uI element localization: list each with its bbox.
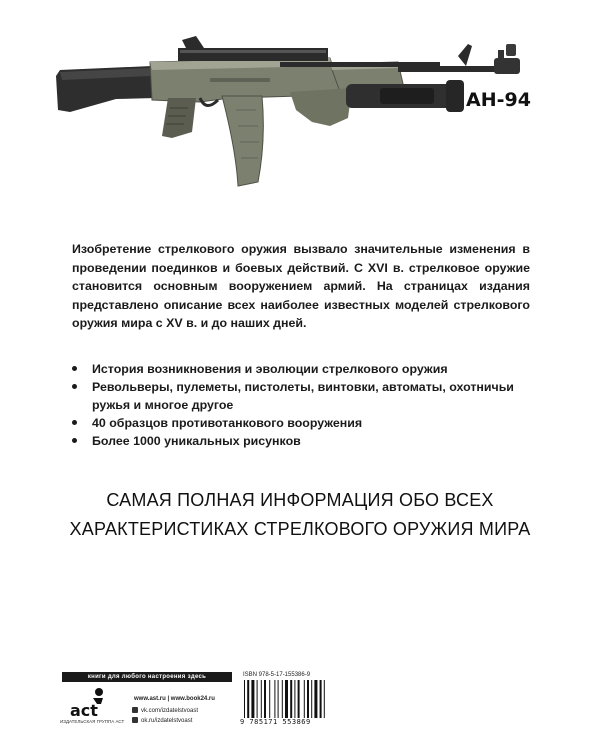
list-item-text: Более 1000 уникальных рисунков [92,434,301,448]
social-vk [132,707,198,714]
ast-logo-text: act [70,701,98,720]
barcode-bar [285,680,288,718]
barcode-bar [298,680,300,718]
barcode-bar [282,680,283,718]
bullet-icon [72,366,77,371]
barcode [243,680,341,720]
rifle-stock [56,66,156,112]
rifle-barrel [398,44,520,74]
rifle-grip [162,98,218,138]
barcode-bar [257,680,258,718]
barcode-bar [324,680,325,718]
model-label: АН-94 [466,89,531,111]
list-item [72,378,532,414]
feature-list [72,360,532,450]
publisher-sites: www.ast.ru | www.book24.ru [134,696,215,702]
ok-icon [132,717,138,723]
list-item [72,360,532,378]
barcode-bar [290,680,292,718]
bullet-icon [72,420,77,425]
vk-icon [132,707,138,713]
list-item [72,432,532,450]
bullet-icon [72,438,77,443]
barcode-bar [307,680,309,718]
publisher-group-name: ИЗДАТЕЛЬСКАЯ ГРУППА АСТ [60,719,125,724]
barcode-bar [304,680,305,718]
barcode-bar [314,680,317,718]
barcode-bar [247,680,249,718]
barcode-bar [294,680,295,718]
headline-line-2: ХАРАКТЕРИСТИКАХ СТРЕЛКОВОГО ОРУЖИЯ МИРА [69,519,531,539]
publisher-tagline-bar: книги для любого настроения здесь [62,672,232,682]
bullet-icon [72,384,77,389]
list-item-text: Револьверы, пулеметы, пистолеты, винтовки, автоматы, охотничьи ружья и многое другое [92,380,514,412]
barcode-bar [264,680,266,718]
rifle-magazine [222,96,263,186]
headline [60,486,540,544]
social-vk-text: vk.com/izdatelstvoast [141,708,199,714]
barcode-bar [269,680,270,718]
barcode-bar [251,680,254,718]
barcode-bar [261,680,262,718]
list-item-text: 40 образцов противотанкового вооружения [92,416,363,430]
barcode-bar [311,680,312,718]
social-ok-text: ok.ru/izdatelstvoast [141,718,193,724]
intro-paragraph: Изобретение стрелкового оружия вызвало значительные изменения в проведении поединков и боевых действий. С XVI в. стрелковое оружие становится основным вооружением армий. На страницах издания представлено описание всех наиболее известных моделей стрелкового оружия мира с XV в. и до наших дней. [72,242,530,330]
isbn-label: ISBN 978-5-17-155386-9 [243,672,311,678]
social-ok [132,717,192,724]
list-item-text: История возникновения и эволюции стрелкового оружия [92,362,448,376]
barcode-digits: 9 785171 553869 [240,718,311,726]
barcode-bar [320,680,322,718]
headline-line-1: САМАЯ ПОЛНАЯ ИНФОРМАЦИЯ ОБО ВСЕХ [106,490,494,510]
barcode-bar [274,680,275,718]
list-item [72,414,532,432]
barcode-bar [244,680,245,718]
barcode-bar [278,680,279,718]
